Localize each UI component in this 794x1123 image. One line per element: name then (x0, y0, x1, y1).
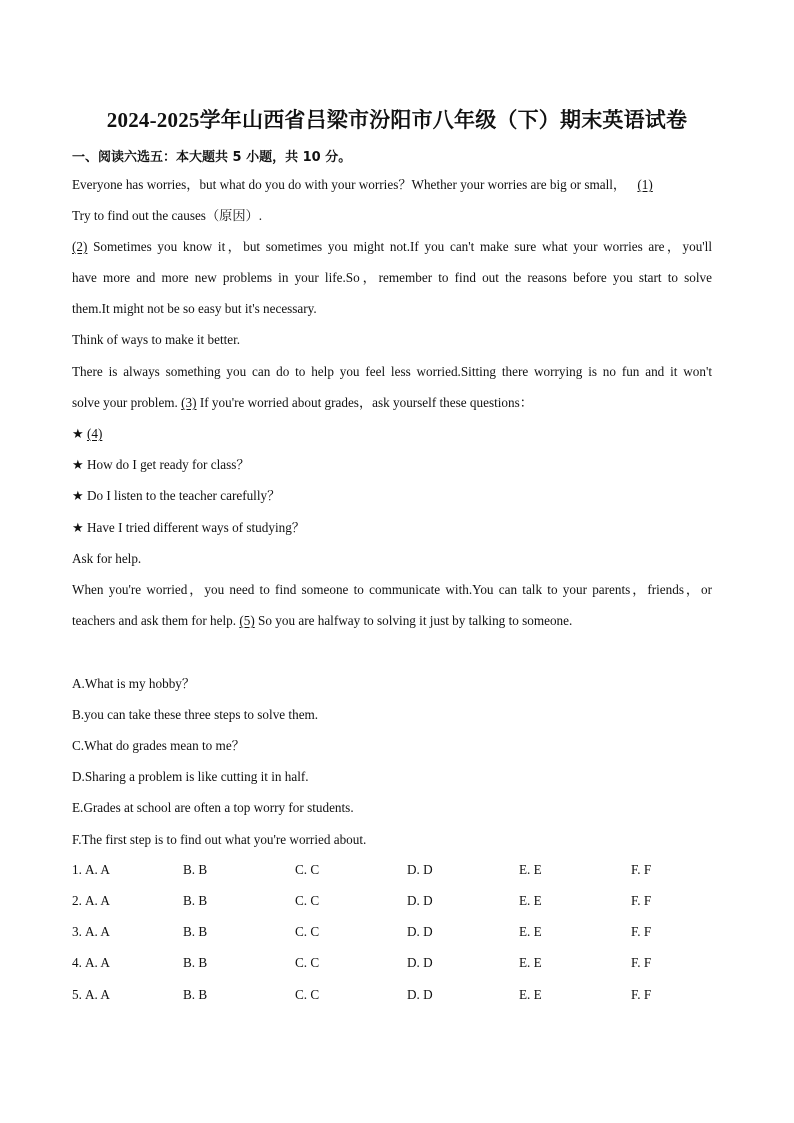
passage-text: If you're worried about grades，ask yourself these questions： (199, 395, 533, 410)
choice-a[interactable]: A. A (85, 924, 110, 939)
choice-f[interactable]: F. F (631, 862, 652, 877)
star-icon: ★ (72, 458, 84, 473)
option-item: B.you can take these three steps to solve them. (72, 707, 319, 722)
passage-line (72, 176, 653, 194)
option-item: F.The first step is to find out what you're worried about. (72, 832, 367, 847)
question-number: 2. (72, 893, 82, 908)
passage-line: When you're worried，you need to find someone to communicate with.You can talk to your parents，friends，or (72, 582, 712, 597)
bullet-line (72, 519, 305, 538)
bullet-text: Have I tried different ways of studying？ (86, 520, 305, 535)
choice-d[interactable]: D. D (407, 924, 433, 939)
passage-line: them.It might not be so easy but it's necessary. (72, 301, 317, 316)
passage-line: Try to find out the causes（原因）. (72, 208, 262, 223)
passage-line (72, 238, 712, 256)
passage-text: solve your problem. (72, 395, 178, 410)
choice-d[interactable]: D. D (407, 862, 433, 877)
choice-b[interactable]: B. B (183, 924, 208, 939)
choice-a[interactable]: A. A (85, 862, 110, 877)
passage-line: There is always something you can do to help you feel less worried.Sitting there worrying is no fun and it won't (72, 364, 712, 379)
choice-c[interactable]: C. C (295, 862, 320, 877)
choice-f[interactable]: F. F (631, 924, 652, 939)
choice-e[interactable]: E. E (519, 893, 542, 908)
choice-b[interactable]: B. B (183, 987, 208, 1002)
choice-e[interactable]: E. E (519, 924, 542, 939)
option-item: C.What do grades mean to me？ (72, 738, 245, 753)
choice-e[interactable]: E. E (519, 987, 542, 1002)
star-icon: ★ (72, 489, 84, 504)
blank-1: (1) (637, 177, 653, 192)
choice-c[interactable]: C. C (295, 955, 320, 970)
choice-b[interactable]: B. B (183, 955, 208, 970)
question-number: 5. (72, 987, 82, 1002)
question-number: 4. (72, 955, 82, 970)
section-heading: 一、阅读六选五：本大题共 5 小题，共 10 分。 (72, 150, 352, 165)
choice-f[interactable]: F. F (631, 987, 652, 1002)
passage-text: Sometimes you know it，but sometimes you might not.If you can't make sure what your worries are，you'll (93, 239, 712, 254)
blank-5: (5) (239, 613, 255, 628)
choice-f[interactable]: F. F (631, 893, 652, 908)
choice-b[interactable]: B. B (183, 862, 208, 877)
option-item: E.Grades at school are often a top worry for students. (72, 800, 354, 815)
choice-a[interactable]: A. A (85, 987, 110, 1002)
bullet-line (72, 456, 250, 475)
choice-c[interactable]: C. C (295, 893, 320, 908)
passage-line: Ask for help. (72, 551, 142, 566)
bullet-line (72, 425, 102, 444)
choice-a[interactable]: A. A (85, 893, 110, 908)
choice-d[interactable]: D. D (407, 893, 433, 908)
choice-e[interactable]: E. E (519, 955, 542, 970)
page-title: 2024-2025学年山西省吕梁市汾阳市八年级（下）期末英语试卷 (106, 108, 688, 132)
passage-line (72, 612, 572, 630)
choice-d[interactable]: D. D (407, 987, 433, 1002)
passage-text: teachers and ask them for help. (72, 613, 237, 628)
bullet-text: Do I listen to the teacher carefully？ (86, 488, 281, 503)
passage-text: So you are halfway to solving it just by talking to someone. (258, 613, 573, 628)
choice-f[interactable]: F. F (631, 955, 652, 970)
question-number: 1. (72, 862, 82, 877)
choice-e[interactable]: E. E (519, 862, 542, 877)
bullet-text: How do I get ready for class？ (86, 457, 250, 472)
option-item: D.Sharing a problem is like cutting it in half. (72, 769, 309, 784)
passage-line: have more and more new problems in your life.So，remember to find out the reasons before you start to solve (72, 270, 712, 285)
passage-text: Everyone has worries，but what do you do with your worries？Whether your worries are big or small， (72, 177, 627, 192)
question-number: 3. (72, 924, 82, 939)
choice-c[interactable]: C. C (295, 924, 320, 939)
bullet-line (72, 487, 280, 506)
passage-line (72, 394, 533, 412)
choice-c[interactable]: C. C (295, 987, 320, 1002)
choice-b[interactable]: B. B (183, 893, 208, 908)
blank-2: (2) (72, 239, 88, 254)
passage-line: Think of ways to make it better. (72, 332, 241, 347)
option-item: A.What is my hobby？ (72, 676, 196, 691)
choice-a[interactable]: A. A (85, 955, 110, 970)
choice-d[interactable]: D. D (407, 955, 433, 970)
star-icon: ★ (72, 521, 84, 536)
blank-3: (3) (181, 395, 197, 410)
star-icon: ★ (72, 427, 84, 442)
blank-4: (4) (86, 426, 103, 441)
